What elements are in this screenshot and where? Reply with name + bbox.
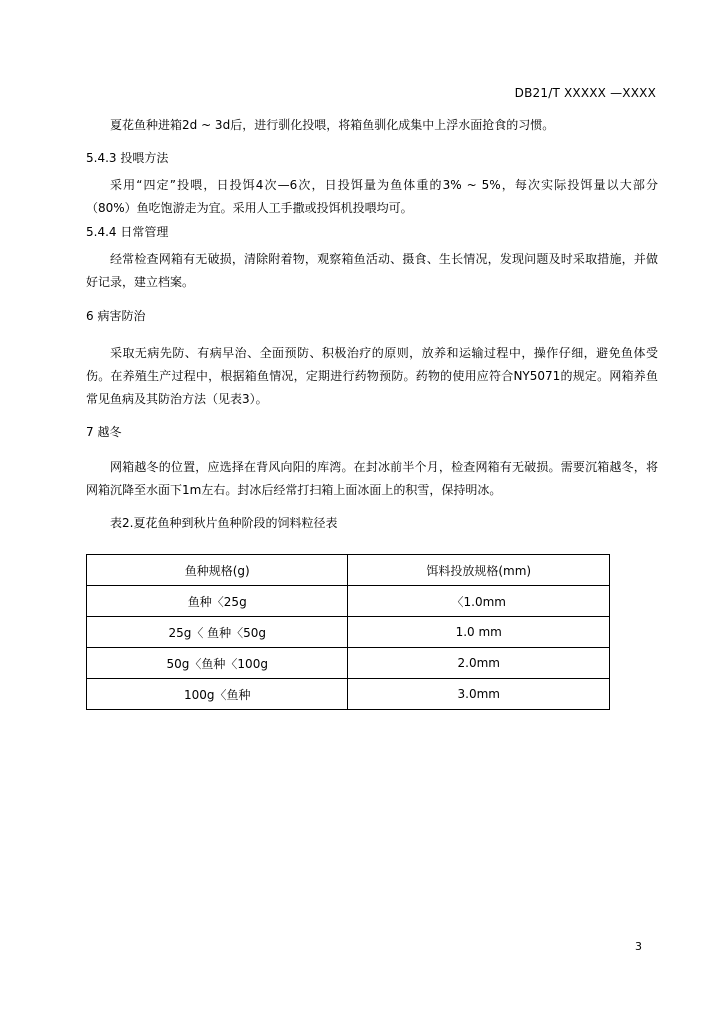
section-5-4-4-heading: 5.4.4 日常管理 [86, 225, 169, 239]
cell-fish-size: 100g〈鱼种 [87, 679, 348, 710]
cell-fish-size: 鱼种〈25g [87, 586, 348, 617]
table-row [87, 617, 610, 648]
table-header-row [87, 555, 610, 586]
section-7-paragraph: 网箱越冬的位置，应选择在背风向阳的库湾。在封冰前半个月，检查网箱有无破损。需要沉箱越冬，将网箱沉降至水面下1m左右。封冰后经常打扫箱上面冰面上的积雪，保持明冰。 [86, 460, 658, 497]
table-row [87, 679, 610, 710]
table-row [87, 586, 610, 617]
cell-fish-size: 50g〈鱼种〈100g [87, 648, 348, 679]
page-number: 3 [635, 940, 642, 953]
table-caption: 表2.夏花鱼种到秋片鱼种阶段的饲料粒径表 [110, 516, 338, 530]
intro-paragraph: 夏花鱼种进箱2d ~ 3d后，进行驯化投喂，将箱鱼驯化成集中上浮水面抢食的习惯。 [110, 118, 555, 132]
cell-feed-size: 2.0mm [348, 648, 610, 679]
column-header-fish-size: 鱼种规格(g) [87, 555, 348, 586]
column-header-feed-size: 饵料投放规格(mm) [348, 555, 610, 586]
section-6-paragraph: 采取无病先防、有病早治、全面预防、积极治疗的原则，放养和运输过程中，操作仔细，避免鱼体受伤。在养殖生产过程中，根据箱鱼情况，定期进行药物预防。药物的使用应符合NY5071的规定。网箱养鱼常见鱼病及其防治方法（见表3）。 [86, 346, 658, 406]
feed-size-table [86, 554, 610, 710]
cell-fish-size: 25g〈 鱼种〈50g [87, 617, 348, 648]
cell-feed-size: 〈1.0mm [348, 586, 610, 617]
cell-feed-size: 1.0 mm [348, 617, 610, 648]
section-6-heading: 6 病害防治 [86, 309, 146, 323]
section-5-4-3-heading: 5.4.3 投喂方法 [86, 151, 169, 165]
section-5-4-3-paragraph: 采用“四定”投喂，日投饵4次—6次，日投饵量为鱼体重的3% ~ 5%，每次实际投饵量以大部分（80%）鱼吃饱游走为宜。采用人工手撒或投饵机投喂均可。 [86, 178, 658, 215]
section-5-4-4-paragraph: 经常检查网箱有无破损，清除附着物，观察箱鱼活动、摄食、生长情况，发现问题及时采取措施，并做好记录，建立档案。 [86, 252, 658, 289]
table-row [87, 648, 610, 679]
section-7-heading: 7 越冬 [86, 425, 122, 439]
cell-feed-size: 3.0mm [348, 679, 610, 710]
document-code: DB21/T XXXXX —XXXX [514, 86, 656, 100]
